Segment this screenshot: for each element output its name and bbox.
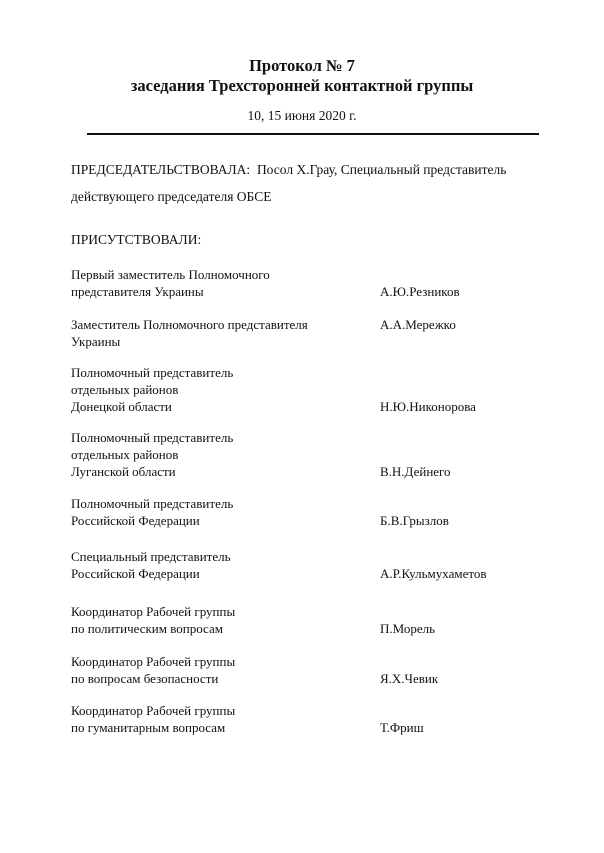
role-line: Координатор Рабочей группы [71,703,236,718]
attendee-role [71,364,371,415]
attendee-role [71,702,371,736]
protocol-subtitle: заседания Трехсторонней контактной группы [130,76,474,95]
role-line: по гуманитарным вопросам [71,720,226,735]
attendee-role [71,266,371,300]
role-line: Координатор Рабочей группы [71,654,236,669]
role-line: Заместитель Полномочного представителя [71,317,308,332]
attendee-name: Я.Х.Чевик [380,671,439,686]
attendee-name: А.Р.Кульмухаметов [380,566,487,581]
attendee-role [71,603,371,637]
role-line: Полномочный представитель [71,365,234,380]
role-line: отдельных районов [71,382,179,397]
attendee-role [71,316,371,350]
role-line: Первый заместитель Полномочного [71,267,270,282]
attendee-name: Н.Ю.Никонорова [380,399,476,414]
attendee-name: А.Ю.Резников [380,284,460,299]
meeting-date: 10, 15 июня 2020 г. [247,108,357,123]
role-line: Донецкой области [71,399,172,414]
attendee-name: А.А.Мережко [380,317,456,332]
header-divider [87,133,539,135]
role-line: Полномочный представитель [71,496,234,511]
role-line: Российской Федерации [71,513,200,528]
attendee-role [71,548,371,582]
role-line: по вопросам безопасности [71,671,219,686]
role-line: по политическим вопросам [71,621,223,636]
chair-text-line1: Посол Х.Грау, Специальный представитель [256,162,507,177]
protocol-title: Протокол № 7 [249,56,355,75]
chair-label: ПРЕДСЕДАТЕЛЬСТВОВАЛА: [71,162,251,177]
attendee-name: Т.Фриш [380,720,424,735]
role-line: Украины [71,334,121,349]
role-line: Специальный представитель [71,549,231,564]
chair-text-line2: действующего председателя ОБСЕ [71,189,272,204]
attendee-role [71,653,371,687]
attendee-name: П.Морель [380,621,436,636]
role-line: Полномочный представитель [71,430,234,445]
attendee-name: В.Н.Дейнего [380,464,451,479]
chair-block [71,156,551,210]
attendee-role [71,429,371,480]
role-line: Координатор Рабочей группы [71,604,236,619]
role-line: отдельных районов [71,447,179,462]
role-line: Луганской области [71,464,176,479]
attendee-name: Б.В.Грызлов [380,513,449,528]
role-line: Российской Федерации [71,566,200,581]
role-line: представителя Украины [71,284,204,299]
present-label: ПРИСУТСТВОВАЛИ: [71,232,202,247]
attendee-role [71,495,371,529]
